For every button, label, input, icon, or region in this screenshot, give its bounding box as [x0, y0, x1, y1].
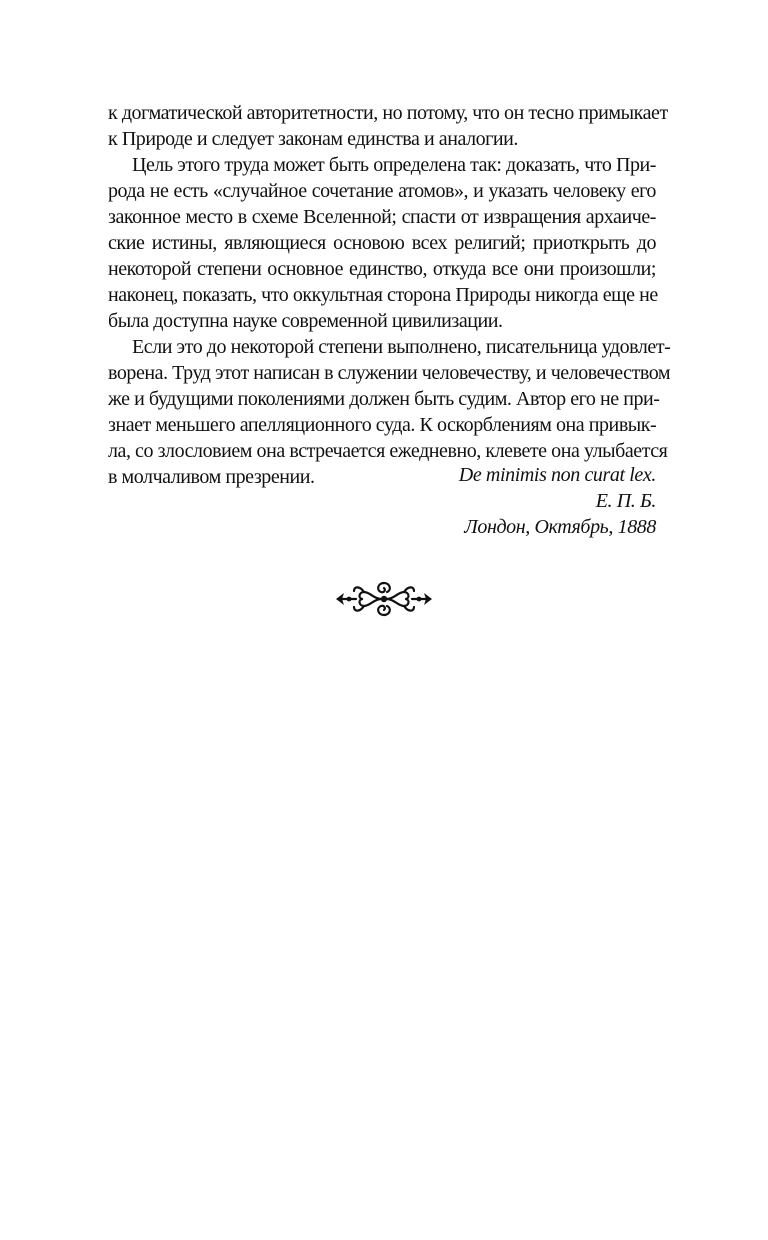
decorative-flourish-icon	[334, 578, 434, 620]
latin-motto: De minimis non curat lex.	[458, 464, 656, 486]
paragraph-3-line-2: ворена. Труд этот написан в служении человечеству, и человечеством	[108, 362, 671, 384]
paragraph-2-line-5: некоторой степени основное единство, откуда все они произошли;	[108, 258, 656, 280]
paragraph-3-line-5: ла, со злословием она встречается ежедневно, клевете она улыбается	[108, 440, 668, 462]
paragraph-2-line-7: была доступна науке современной цивилизации.	[108, 310, 503, 332]
place-and-date: Лондон, Октябрь, 1888	[464, 516, 656, 538]
author-initials: Е. П. Б.	[595, 490, 656, 512]
document-text	[108, 100, 671, 490]
paragraph-3-line-1: Если это до некоторой степени выполнено, писательница удовлет-	[132, 336, 671, 358]
signature-block	[459, 462, 656, 540]
paragraph-2-line-1: Цель этого труда может быть определена так: доказать, что При-	[132, 154, 656, 176]
paragraph-3-line-4: знает меньшего апелляционного суда. К оскорблениям она привык-	[108, 414, 657, 436]
paragraph-2-line-3: законное место в схеме Вселенной; спасти от извращения архаиче-	[108, 206, 656, 228]
paragraph-2-line-6: наконец, показать, что оккультная сторона Природы никогда еще не	[108, 284, 658, 306]
paragraph-2-line-4: ские истины, являющиеся основою всех религий; приоткрыть до	[108, 232, 656, 254]
paragraph-3-line-6: в молчаливом презрении.	[108, 466, 315, 488]
paragraph-1-line-1: к догматической авторитетности, но потому, что он тесно примыкает	[108, 102, 668, 124]
paragraph-3-line-3: же и будущими поколениями должен быть судим. Автор его не при-	[108, 388, 660, 410]
paragraph-2-line-2: рода не есть «случайное сочетание атомов», и указать человеку его	[108, 180, 656, 202]
paragraph-1-line-2: к Природе и следует законам единства и аналогии.	[108, 128, 518, 150]
